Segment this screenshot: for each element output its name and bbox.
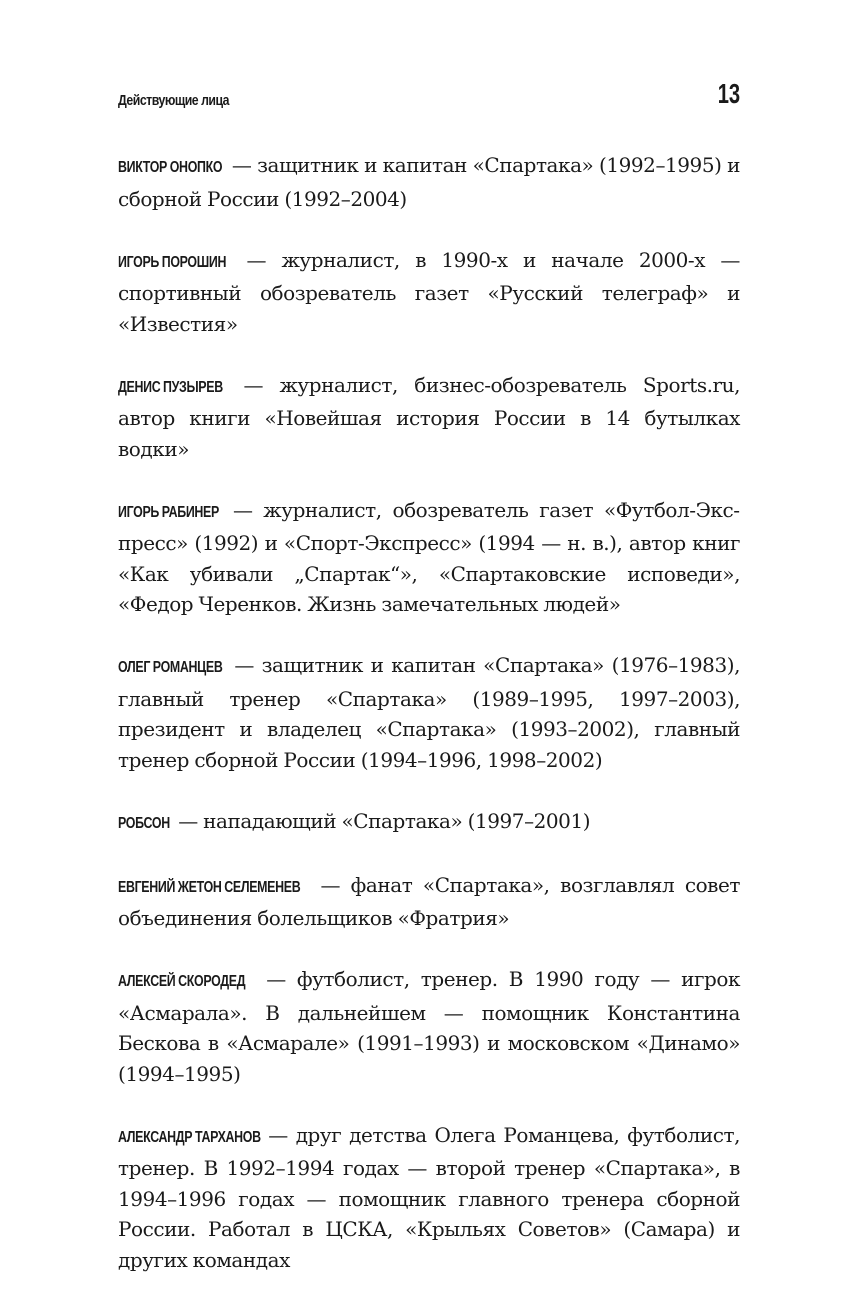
character-name: АЛЕКСАНДР ТАРХАНОВ (118, 1128, 261, 1146)
running-head (118, 78, 740, 108)
character-list (118, 150, 740, 1275)
character-entry-robson (118, 806, 740, 840)
character-name: РОБСОН (118, 814, 170, 832)
character-entry-romantsev (118, 650, 740, 775)
character-name: ИГОРЬ РАБИНЕР (118, 503, 219, 521)
character-entry-poroshin (118, 245, 740, 340)
character-entry-skoroded (118, 964, 740, 1089)
character-description: — фанат «Спартака», возглавлял совет объединения болельщиков «Фратрия» (118, 872, 740, 930)
character-description: — журналист, в 1990-х и начале 2000-х — спортивный обозреватель газет «Русский телеграф» и «Известия» (118, 247, 740, 336)
character-description: — защитник и капитан «Спартака» (1976–1983), главный тренер «Спартака» (1989–1995, 1997–2003), президент и владелец «Спартака» (1993–2002), главный тренер сборной России (1994–1996, 1998–2002) (118, 653, 740, 772)
character-description: — нападающий «Спартака» (1997–2001) (172, 808, 591, 833)
page-number: 13 (717, 78, 740, 109)
book-page (118, 78, 740, 1306)
character-name: ОЛЕГ РОМАНЦЕВ (118, 659, 223, 676)
character-name: ЕВГЕНИЙ ЖЕТОН СЕЛЕМЕНЕВ (118, 878, 301, 896)
character-name: ИГОРЬ ПОРОШИН (118, 253, 227, 271)
character-entry-tarkhanov (118, 1120, 740, 1276)
running-title: Действующие лица (118, 92, 230, 109)
character-entry-puzyrev (118, 370, 740, 465)
character-entry-rabiner (118, 495, 740, 620)
character-description: — защитник и капитан «Спартака» (1992–1995) и сборной России (1992–2004) (118, 153, 740, 211)
character-entry-selemenev (118, 870, 740, 934)
character-description: — футболист, тренер. В 1990 году — игрок «Асмарала». В дальнейшем — помощник Константина Бескова в «Асмарале» (1991–1993) и московском «Динамо» (1994–1995) (118, 967, 740, 1086)
character-description: — журналист, обозреватель газет «Футбол-Экспресс» (1992) и «Спорт-Экспресс» (1994 — н. в.), автор книг «Как убивали „Спартак“», «Спартаковские исповеди», «Федор Черенков. Жизнь замечательных людей» (118, 497, 740, 616)
character-name: АЛЕКСЕЙ СКОРОДЕД (118, 973, 246, 990)
character-entry-onopko (118, 150, 740, 214)
character-description: — друг детства Олега Романцева, футболист, тренер. В 1992–1994 годах — второй тренер «Спартака», в 1994–1996 годах — помощник главного тренера сборной России. Работал в ЦСКА, «Крыльях Советов» (Самара) и других командах (118, 1122, 740, 1272)
character-name: ВИКТОР ОНОПКО (118, 159, 223, 176)
character-name: ДЕНИС ПУЗЫРЕВ (118, 378, 223, 396)
character-description: — журналист, бизнес-обозреватель Sports.ru, автор книги «Новейшая история России в 14 бутылках водки» (118, 372, 740, 461)
